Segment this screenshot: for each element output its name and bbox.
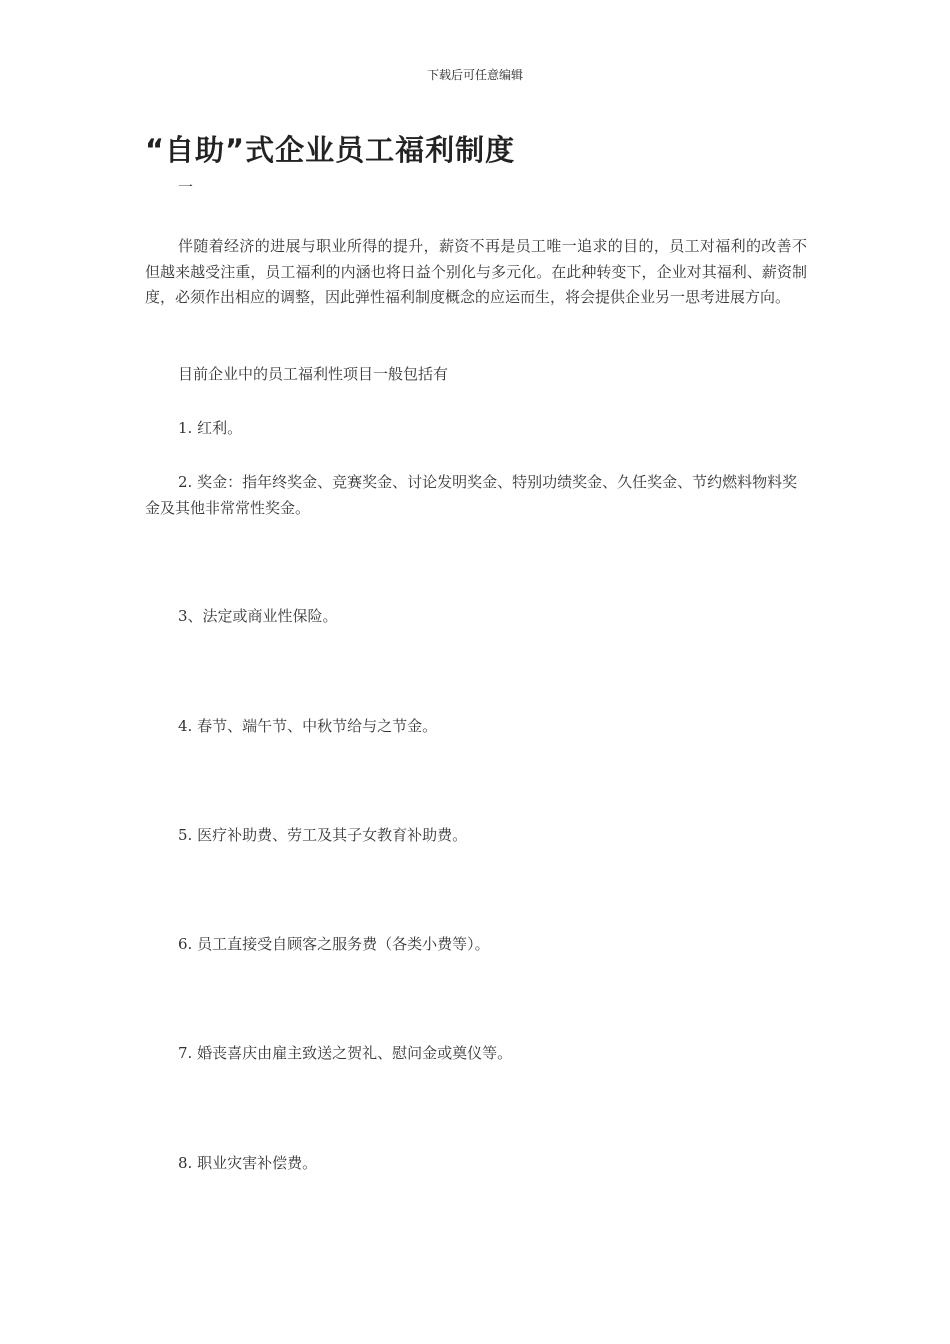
intro-paragraph: 伴随着经济的进展与职业所得的提升，薪资不再是员工唯一追求的目的，员工对福利的改善不但越来越受注重，员工福利的内涵也将日益个别化与多元化。在此种转变下，企业对其福利、薪资制度，必须作出相应的调整，因此弹性福利制度概念的应运而生，将会提供企业另一思考进展方向。 (145, 237, 807, 306)
document-title: “自助”式企业员工福利制度 (145, 133, 516, 167)
list-intro: 目前企业中的员工福利性项目一般包括有 (178, 365, 449, 383)
list-item: 4. 春节、端午节、中秋节给与之节金。 (178, 717, 438, 735)
list-item: 8. 职业灾害补偿费。 (178, 1154, 318, 1172)
list-item: 7. 婚丧喜庆由雇主致送之贺礼、慰问金或奠仪等。 (178, 1044, 513, 1062)
list-item: 2. 奖金：指年终奖金、竞赛奖金、讨论发明奖金、特别功绩奖金、久任奖金、节约燃料物料奖金及其他非常常性奖金。 (145, 473, 798, 517)
section-marker: 一 (178, 178, 194, 196)
page-header-note: 下载后可任意编辑 (426, 68, 523, 82)
list-item: 3、法定或商业性保险。 (178, 607, 338, 625)
list-item: 1. 红利。 (178, 419, 243, 437)
list-item: 6. 员工直接受自顾客之服务费（各类小费等）。 (178, 935, 490, 953)
list-item: 5. 医疗补助费、劳工及其子女教育补助费。 (178, 826, 468, 844)
